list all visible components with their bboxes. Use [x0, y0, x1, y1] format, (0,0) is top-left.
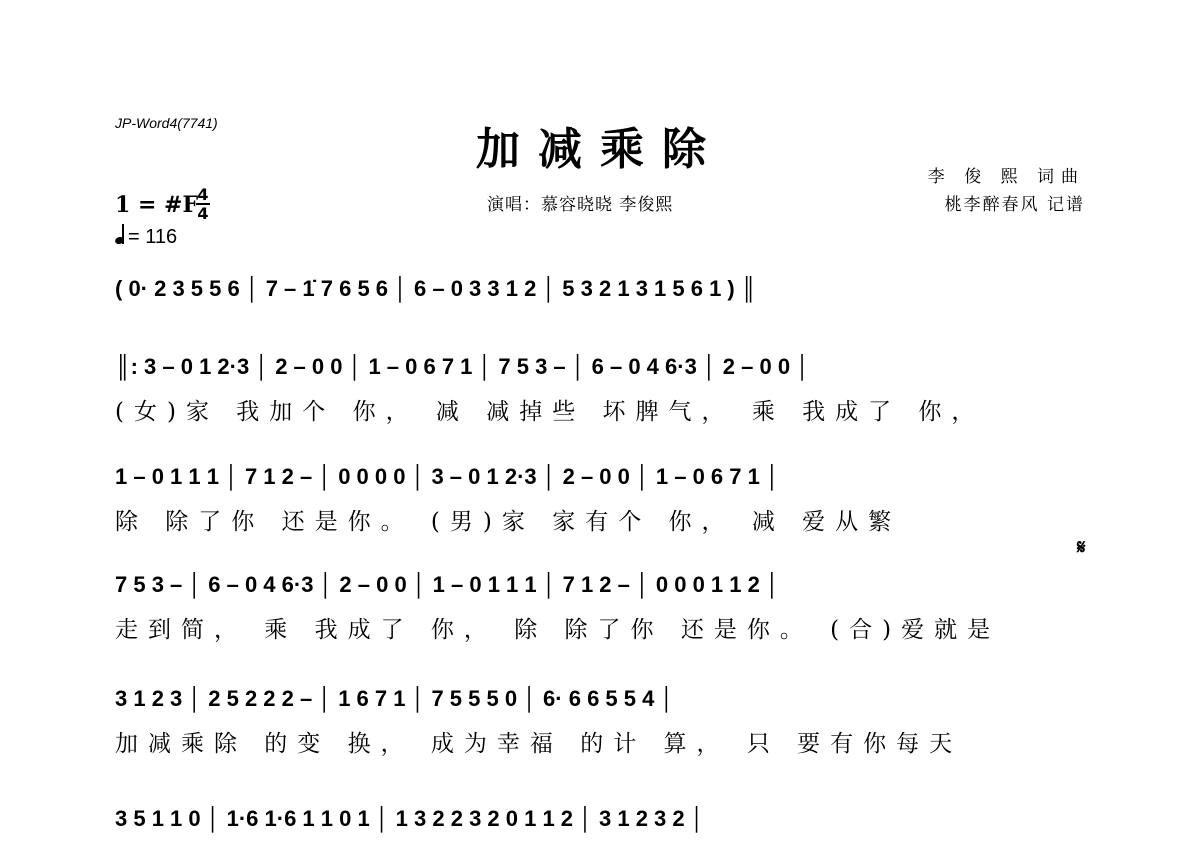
notation-line-3: 1 – 0 1 1 1 │ 7 1 2 – │ 0 0 0 0 │ 3 – 0 1 2·3 │ 2 – 0 0 │ 1 – 0 6 7 1 │ [115, 464, 780, 489]
notation-line-2: ║: 3 – 0 1 2·3 │ 2 – 0 0 │ 1 – 0 6 7 1 │ 7 5 3 – │ 6 – 0 4 6·3 │ 2 – 0 0 │ [115, 354, 810, 379]
lyric-line-4: 走到简， 乘 我成了 你， 除 除了你 还是你。 (合)爱就是 [115, 617, 1001, 643]
transcriber-credit: 桃李醉春风 记谱 [944, 195, 1085, 215]
lyrics-music-credit: 李 俊 熙 词曲 [927, 167, 1085, 187]
segno-sign: 𝄋 [1077, 537, 1086, 559]
notation-line-5: 3 1 2 3 │ 2 5 2 2 2 – │ 1 6 7 1 │ 7 5 5 5 0 │ 6· 6 6 5 5 4 │ [115, 686, 675, 711]
performers: 演唱：慕容晓晓 李俊熙 [487, 195, 674, 215]
lyric-line-2: (女)家 我加个 你， 减 减掉些 坏脾气， 乘 我成了 你， [115, 399, 985, 425]
key-signature: 1 = #F [115, 192, 199, 218]
tempo-value: = 116 [128, 226, 178, 248]
notation-line-4: 7 5 3 – │ 6 – 0 4 6·3 │ 2 – 0 0 │ 1 – 0 1 1 1 │ 7 1 2 – │ 0 0 0 1 1 2 │ [115, 572, 780, 597]
software-label: JP-Word4(7741) [115, 115, 218, 131]
tempo-marking [115, 226, 177, 249]
time-signature [196, 186, 210, 222]
quarter-note-stem [122, 224, 124, 244]
lyric-line-3: 除 除了你 还是你。 (男)家 家有个 你， 减 爱从繁 [115, 509, 902, 535]
time-signature-bottom: 4 [197, 204, 209, 223]
notation-line-6: 3 5 1 1 0 │ 1·6 1·6 1 1 0 1 │ 1 3 2 2 3 2 0 1 1 2 │ 3 1 2 3 2 │ [115, 806, 705, 831]
lyric-line-5: 加减乘除 的变 换， 成为幸福 的计 算， 只 要有你每天 [115, 731, 963, 757]
time-signature-top: 4 [197, 185, 209, 204]
song-title: 加减乘除 [476, 124, 724, 175]
notation-line-1: ( 0· 2 3 5 5 6 │ 7 – 1̇ 7 6 5 6 │ 6 – 0 3 3 1 2 │ 5 3 2 1 3 1 5 6 1 ) ║ [115, 276, 757, 301]
